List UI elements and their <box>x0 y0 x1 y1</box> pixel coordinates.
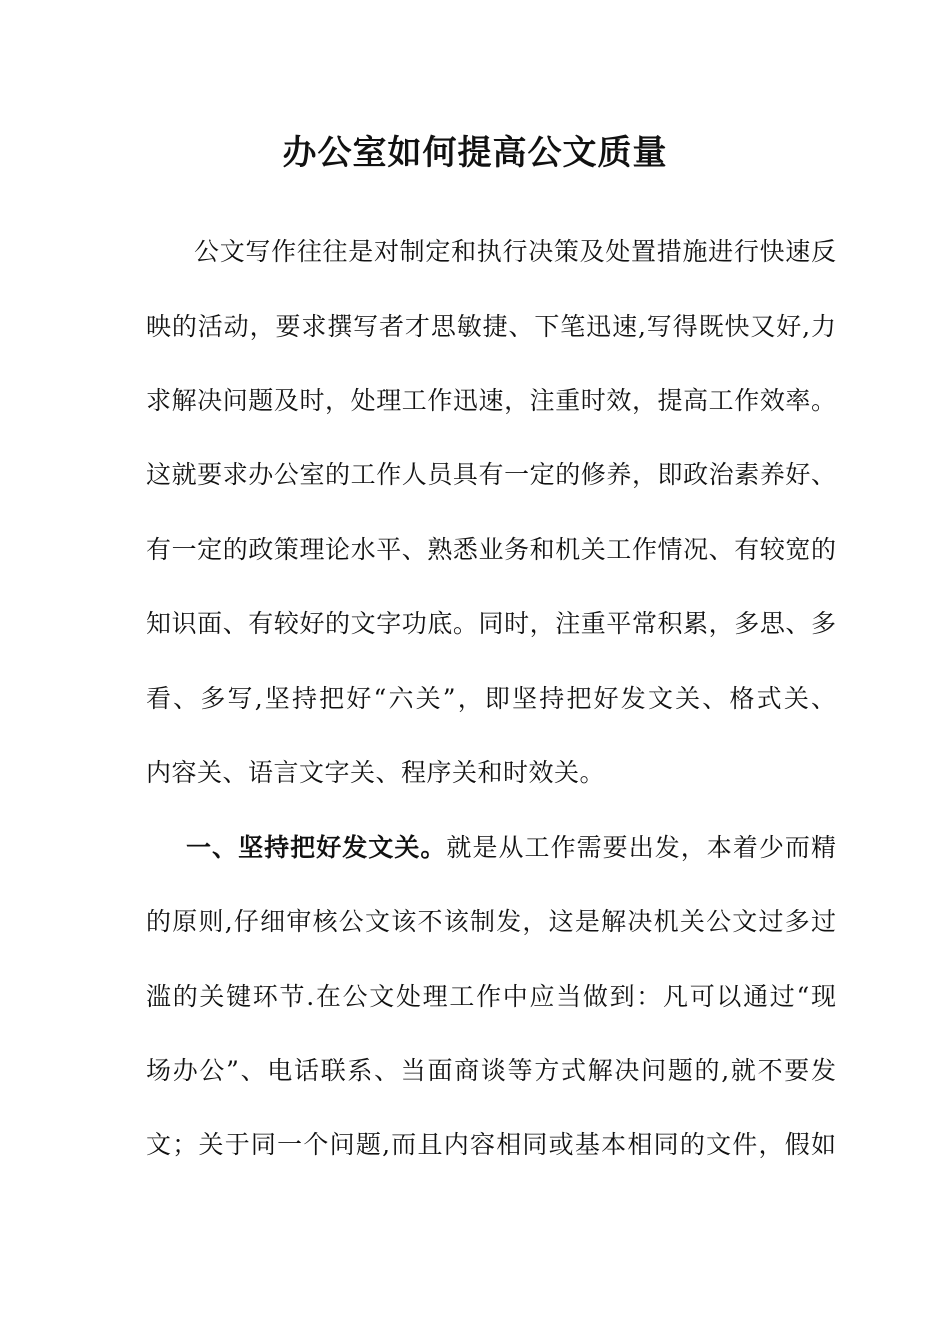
paragraph-line: 求解决问题及时，处理工作迅速，注重时效，提高工作效率。 <box>146 386 836 415</box>
document-title: 办公室如何提高公文质量 <box>282 133 668 173</box>
paragraph-line: 滥的关键环节.在公文处理工作中应当做到：凡可以通过“现 <box>146 982 836 1011</box>
paragraph-line: 公文写作往往是对制定和执行决策及处置措施进行快速反 <box>194 237 836 266</box>
section-heading-line <box>186 828 836 868</box>
paragraph-line: 内容关、语言文字关、程序关和时效关。 <box>146 758 606 787</box>
paragraph-line: 文；关于同一个问题,而且内容相同或基本相同的文件，假如 <box>146 1130 836 1159</box>
paragraph-line: 的原则,仔细审核公文该不该制发，这是解决机关公文过多过 <box>146 907 836 936</box>
paragraph-line: 场办公”、电话联系、当面商谈等方式解决问题的,就不要发 <box>146 1056 836 1085</box>
paragraph-line: 这就要求办公室的工作人员具有一定的修养，即政治素养好、 <box>146 460 836 489</box>
section-heading: 一、坚持把好发文关。 <box>186 833 447 862</box>
section-text: 就是从工作需要出发，本着少而精 <box>446 833 836 862</box>
paragraph-line: 知识面、有较好的文字功底。同时，注重平常积累，多思、多 <box>146 609 836 638</box>
paragraph-line: 映的活动，要求撰写者才思敏捷、下笔迅速,写得既快又好,力 <box>146 312 836 341</box>
paragraph-line: 看、多写,坚持把好“六关”，即坚持把好发文关、格式关、 <box>146 684 836 713</box>
paragraph-line: 有一定的政策理论水平、熟悉业务和机关工作情况、有较宽的 <box>146 535 836 564</box>
